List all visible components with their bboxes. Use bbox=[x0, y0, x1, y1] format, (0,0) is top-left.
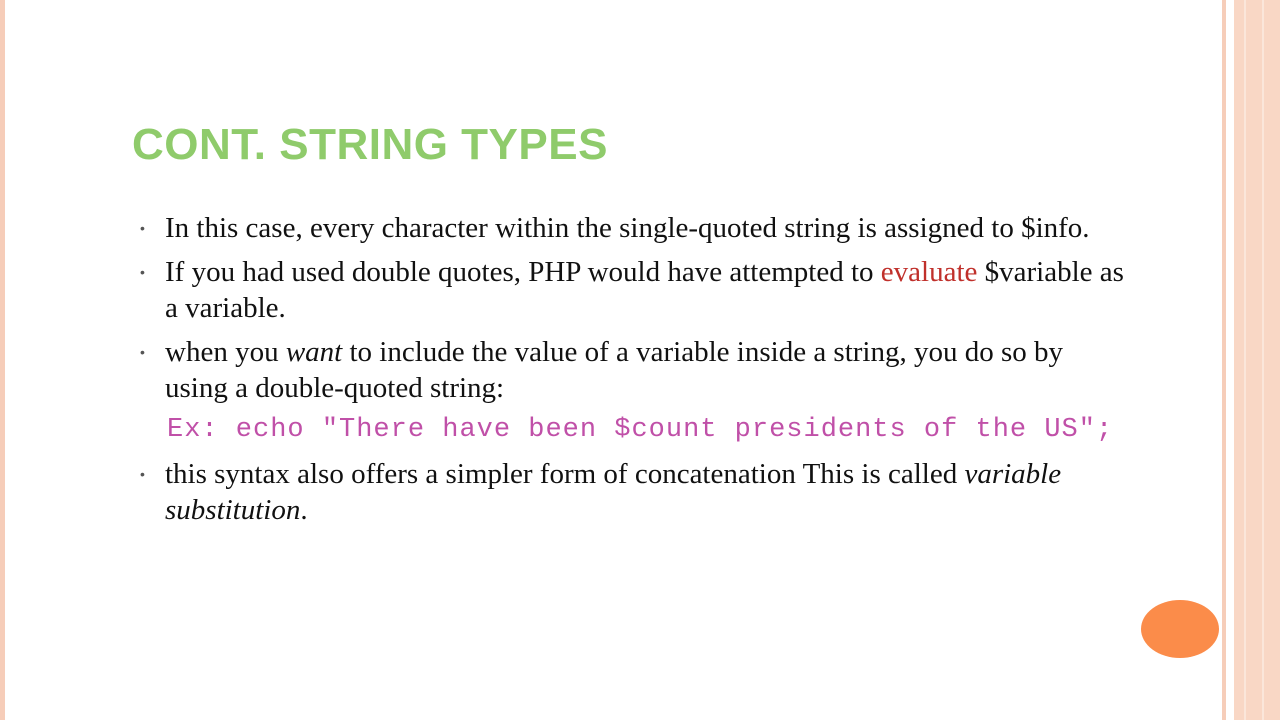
bullet-item bbox=[140, 210, 1130, 246]
bullet-icon: • bbox=[140, 466, 145, 482]
bullet-text: $variable as a variable. bbox=[165, 256, 1124, 324]
bullet-item bbox=[140, 254, 1130, 326]
slide-border-left bbox=[0, 0, 5, 720]
slide-border-right-line bbox=[1262, 0, 1264, 720]
bullet-text: If you had used double quotes, PHP would have attempted to bbox=[165, 256, 881, 288]
emphasized-term: variable substitution bbox=[165, 458, 1062, 526]
bullet-text: . bbox=[300, 494, 308, 526]
bullet-item bbox=[140, 334, 1130, 448]
slide-border-right-band bbox=[1234, 0, 1280, 720]
bullet-icon: • bbox=[140, 264, 145, 280]
slide-border-right-line bbox=[1244, 0, 1246, 720]
emphasized-word: want bbox=[285, 336, 343, 368]
highlighted-word: evaluate bbox=[880, 256, 978, 288]
bullet-list bbox=[140, 210, 1130, 536]
bullet-icon: • bbox=[140, 220, 145, 236]
bullet-item bbox=[140, 456, 1130, 528]
bullet-text: In this case, every character within the single-quoted string is assigned to $info. bbox=[165, 212, 1090, 244]
bullet-text: this syntax also offers a simpler form of concatenation This is called bbox=[165, 458, 965, 490]
slide-border-right-inner bbox=[1222, 0, 1226, 720]
decorative-orange-circle bbox=[1141, 600, 1219, 658]
code-example: Ex: echo "There have been $count presidents of the US"; bbox=[167, 415, 1114, 445]
bullet-icon: • bbox=[140, 344, 145, 360]
bullet-text: to include the value of a variable inside a string, you do so by using a double-quoted string: bbox=[165, 336, 1064, 404]
bullet-text: when you bbox=[165, 336, 286, 368]
slide-title: CONT. STRING TYPES bbox=[132, 120, 608, 169]
